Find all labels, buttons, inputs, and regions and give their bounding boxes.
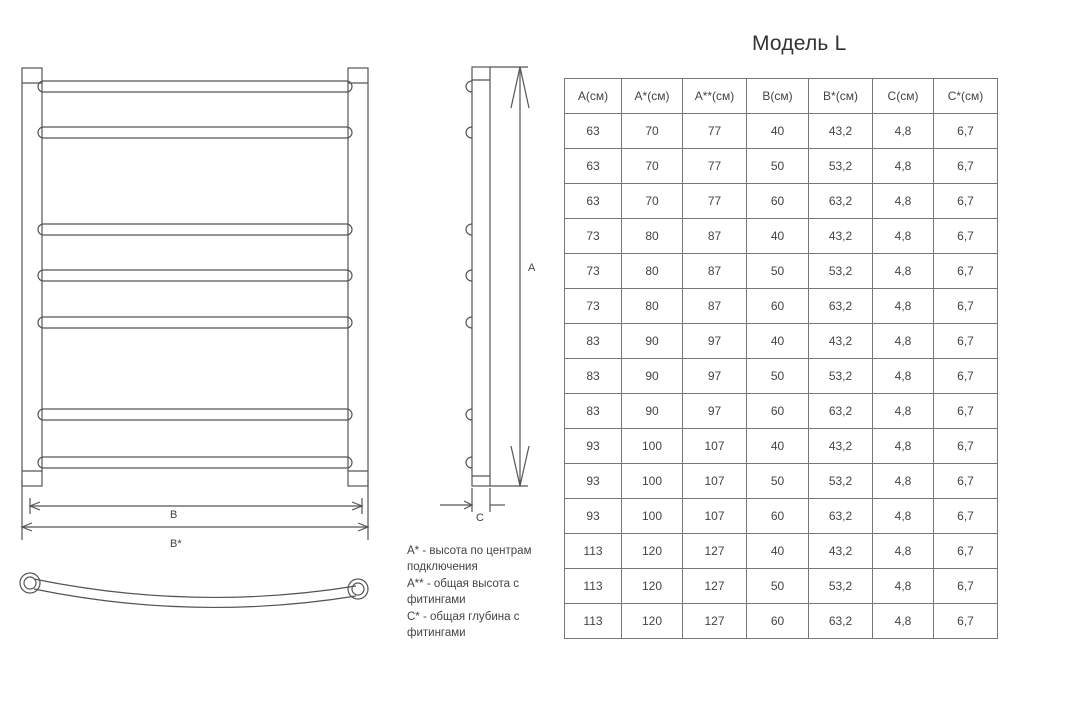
table-cell: 127 — [683, 604, 747, 639]
table-cell: 60 — [747, 394, 809, 429]
rung-end — [466, 127, 472, 138]
table-cell: 53,2 — [809, 149, 873, 184]
table-cell: 4,8 — [873, 184, 934, 219]
table-cell: 4,8 — [873, 394, 934, 429]
rung — [38, 127, 352, 138]
table-row — [565, 429, 998, 464]
table-row — [565, 534, 998, 569]
side-upright — [472, 67, 490, 486]
table-cell: 107 — [683, 429, 747, 464]
rung — [38, 317, 352, 328]
table-cell: 87 — [683, 219, 747, 254]
table-cell: 6,7 — [934, 604, 998, 639]
table-row — [565, 289, 998, 324]
table-cell: 63,2 — [809, 499, 873, 534]
table-cell: 120 — [622, 569, 683, 604]
table-cell: 4,8 — [873, 114, 934, 149]
table-row — [565, 464, 998, 499]
table-cell: 4,8 — [873, 429, 934, 464]
table-cell: 97 — [683, 359, 747, 394]
table-cell: 70 — [622, 184, 683, 219]
rung-end — [466, 224, 472, 235]
table-header-row — [565, 79, 998, 114]
note-a-double-star: A** - общая высота с фитингами — [407, 577, 519, 607]
rung-end — [466, 457, 472, 468]
dimension-b — [30, 498, 362, 514]
table-cell: 63,2 — [809, 604, 873, 639]
table-cell: 120 — [622, 604, 683, 639]
table-cell: 6,7 — [934, 324, 998, 359]
front-view — [22, 68, 368, 540]
table-cell: 4,8 — [873, 464, 934, 499]
table-cell: 43,2 — [809, 324, 873, 359]
table-cell: 63,2 — [809, 394, 873, 429]
table-cell: 6,7 — [934, 394, 998, 429]
spec-table — [564, 78, 998, 639]
rung-end — [466, 81, 472, 92]
table-row — [565, 184, 998, 219]
rung-end — [466, 270, 472, 281]
table-row — [565, 254, 998, 289]
notes — [407, 543, 567, 641]
table-row — [565, 359, 998, 394]
table-cell: 97 — [683, 324, 747, 359]
table-cell: 6,7 — [934, 464, 998, 499]
table-cell: 83 — [565, 394, 622, 429]
table-cell: 87 — [683, 254, 747, 289]
table-cell: 113 — [565, 534, 622, 569]
rung — [38, 224, 352, 235]
table-cell: 6,7 — [934, 534, 998, 569]
table-cell: 80 — [622, 289, 683, 324]
table-row — [565, 499, 998, 534]
table-cell: 53,2 — [809, 569, 873, 604]
table-cell: 100 — [622, 499, 683, 534]
rungs — [38, 81, 352, 468]
top-view — [20, 573, 368, 607]
table-cell: 83 — [565, 359, 622, 394]
table-cell: 50 — [747, 149, 809, 184]
table-cell: 43,2 — [809, 114, 873, 149]
table-cell: 43,2 — [809, 429, 873, 464]
table-cell: 6,7 — [934, 359, 998, 394]
table-cell: 80 — [622, 254, 683, 289]
dimension-a-label: A — [528, 262, 536, 274]
table-cell: 70 — [622, 114, 683, 149]
table-cell: 127 — [683, 534, 747, 569]
table-cell: 73 — [565, 289, 622, 324]
side-view — [440, 67, 529, 512]
table-cell: 63,2 — [809, 184, 873, 219]
left-upright — [22, 68, 42, 486]
table-cell: 127 — [683, 569, 747, 604]
table-row — [565, 149, 998, 184]
table-cell: 63,2 — [809, 289, 873, 324]
table-cell: 4,8 — [873, 324, 934, 359]
table-cell: 100 — [622, 464, 683, 499]
table-cell: 43,2 — [809, 534, 873, 569]
note-a-star: A* - высота по центрам подключения — [407, 545, 532, 574]
table-cell: 43,2 — [809, 219, 873, 254]
table-cell: 70 — [622, 149, 683, 184]
table-cell: 73 — [565, 254, 622, 289]
table-cell: 4,8 — [873, 359, 934, 394]
table-cell: 77 — [683, 184, 747, 219]
table-cell: 4,8 — [873, 219, 934, 254]
table-cell: 6,7 — [934, 254, 998, 289]
table-cell: 90 — [622, 394, 683, 429]
table-cell: 53,2 — [809, 464, 873, 499]
table-cell: 50 — [747, 569, 809, 604]
table-cell: 97 — [683, 394, 747, 429]
table-cell: 93 — [565, 499, 622, 534]
table-cell: 60 — [747, 184, 809, 219]
table-cell: 63 — [565, 184, 622, 219]
page-title: Модель L — [752, 32, 847, 55]
dimension-b-star — [22, 480, 368, 540]
header-b: B(см) — [747, 79, 809, 114]
header-b-star: B*(см) — [809, 79, 873, 114]
table-cell: 6,7 — [934, 184, 998, 219]
note-c-star: C* - общая глубина с фитингами — [407, 610, 520, 640]
header-c-star: C*(см) — [934, 79, 998, 114]
table-cell: 60 — [747, 499, 809, 534]
rung — [38, 409, 352, 420]
table-cell: 87 — [683, 289, 747, 324]
table-cell: 40 — [747, 324, 809, 359]
table-cell: 50 — [747, 359, 809, 394]
table-cell: 100 — [622, 429, 683, 464]
table-cell: 113 — [565, 604, 622, 639]
table-row — [565, 114, 998, 149]
table-cell: 40 — [747, 114, 809, 149]
rung — [38, 81, 352, 92]
header-a: A(см) — [565, 79, 622, 114]
rung — [38, 270, 352, 281]
table-row — [565, 604, 998, 639]
table-cell: 40 — [747, 429, 809, 464]
rung-end — [466, 409, 472, 420]
table-cell: 93 — [565, 429, 622, 464]
header-a-star: A*(см) — [622, 79, 683, 114]
table-cell: 113 — [565, 569, 622, 604]
table-cell: 107 — [683, 499, 747, 534]
table-cell: 77 — [683, 149, 747, 184]
table-cell: 4,8 — [873, 289, 934, 324]
table-cell: 83 — [565, 324, 622, 359]
table-cell: 50 — [747, 254, 809, 289]
table-cell: 63 — [565, 149, 622, 184]
table-row — [565, 219, 998, 254]
side-rung-ends — [466, 81, 472, 468]
table-cell: 60 — [747, 604, 809, 639]
table-cell: 4,8 — [873, 499, 934, 534]
table-cell: 40 — [747, 534, 809, 569]
table-cell: 53,2 — [809, 254, 873, 289]
header-a-double-star: A**(см) — [683, 79, 747, 114]
table-cell: 107 — [683, 464, 747, 499]
table-cell: 6,7 — [934, 429, 998, 464]
dimension-b-star-label: B* — [170, 538, 182, 550]
table-cell: 6,7 — [934, 219, 998, 254]
table-row — [565, 324, 998, 359]
table-cell: 6,7 — [934, 114, 998, 149]
table-cell: 6,7 — [934, 569, 998, 604]
table-cell: 6,7 — [934, 149, 998, 184]
table-row — [565, 569, 998, 604]
table-cell: 63 — [565, 114, 622, 149]
table-cell: 77 — [683, 114, 747, 149]
table-cell: 4,8 — [873, 534, 934, 569]
table-cell: 60 — [747, 289, 809, 324]
table-cell: 50 — [747, 464, 809, 499]
table-cell: 90 — [622, 324, 683, 359]
table-cell: 53,2 — [809, 359, 873, 394]
table-cell: 40 — [747, 219, 809, 254]
table-cell: 6,7 — [934, 499, 998, 534]
table-cell: 80 — [622, 219, 683, 254]
dimension-c-label: C — [476, 512, 484, 524]
table-cell: 90 — [622, 359, 683, 394]
rung-end — [466, 317, 472, 328]
table-cell: 93 — [565, 464, 622, 499]
dimension-b-label: B — [170, 509, 178, 521]
table-cell: 73 — [565, 219, 622, 254]
table-cell: 6,7 — [934, 289, 998, 324]
right-upright — [348, 68, 368, 486]
rung — [38, 457, 352, 468]
table-cell: 4,8 — [873, 604, 934, 639]
table-cell: 4,8 — [873, 149, 934, 184]
table-row — [565, 394, 998, 429]
table-cell: 4,8 — [873, 569, 934, 604]
table-cell: 4,8 — [873, 254, 934, 289]
table-cell: 120 — [622, 534, 683, 569]
header-c: C(см) — [873, 79, 934, 114]
